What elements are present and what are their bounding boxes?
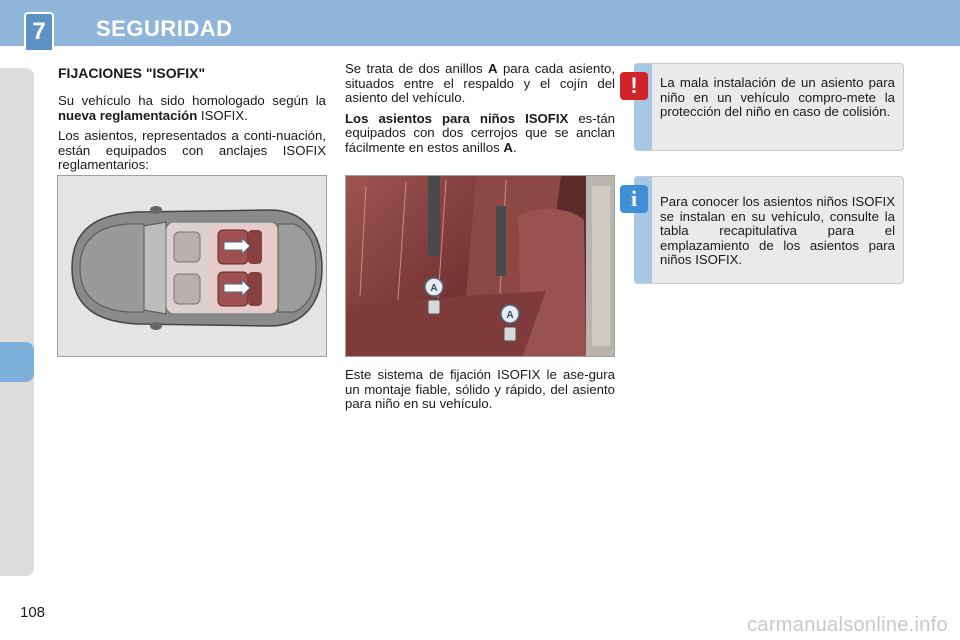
anchor-label-a-right: A	[506, 310, 514, 321]
paragraph-system: Este sistema de fijación ISOFIX le ase-gura un montaje fiable, sólido y rápido, del asiento para niño en su vehículo.	[345, 367, 615, 411]
column-2-text	[345, 62, 615, 161]
section-title: SEGURIDAD	[96, 16, 233, 41]
chapter-number-tab: 7	[24, 12, 54, 52]
column-1-text	[58, 94, 326, 179]
warning-icon: !	[620, 72, 648, 100]
rear-seat-illustration	[346, 176, 615, 357]
paragraph-homologation: Su vehículo ha sido homologado según la nueva reglamentación ISOFIX.	[58, 93, 326, 123]
side-strip	[0, 68, 34, 576]
page-number: 108	[20, 604, 46, 621]
car-top-view-illustration	[58, 176, 327, 357]
rear-seat-anchors-figure	[345, 175, 615, 357]
info-text: Para conocer los asientos niños ISOFIX se instalan en su vehículo, consulte la tabla recapitulativa para el emplazamiento de los asientos para niños ISOFIX.	[660, 194, 895, 267]
chapter-marker	[0, 342, 34, 382]
warning-text: La mala instalación de un asiento para niño en un vehículo compro-mete la protección del niño en caso de colisión.	[660, 75, 895, 119]
paragraph-rings: Se trata de dos anillos A para cada asiento, situados entre el respaldo y el cojín del asiento del vehículo.	[345, 61, 616, 105]
watermark: carmanualsonline.info	[747, 614, 948, 636]
warning-box	[634, 63, 904, 151]
paragraph-latches: Los asientos para niños ISOFIX es-tán equipados con dos cerrojos que se anclan fácilmente en estos anillos A.	[345, 110, 615, 155]
info-box	[634, 176, 904, 284]
section-heading: FIJACIONES "ISOFIX"	[58, 65, 206, 81]
column-2-bottom-text	[345, 368, 615, 418]
anchor-label-a-left: A	[430, 283, 438, 294]
paragraph-seats: Los asientos, representados a conti-nuación, están equipados con anclajes ISOFIX reglamentarios:	[58, 128, 326, 172]
car-top-view-figure	[57, 175, 327, 357]
info-icon: i	[620, 185, 648, 213]
